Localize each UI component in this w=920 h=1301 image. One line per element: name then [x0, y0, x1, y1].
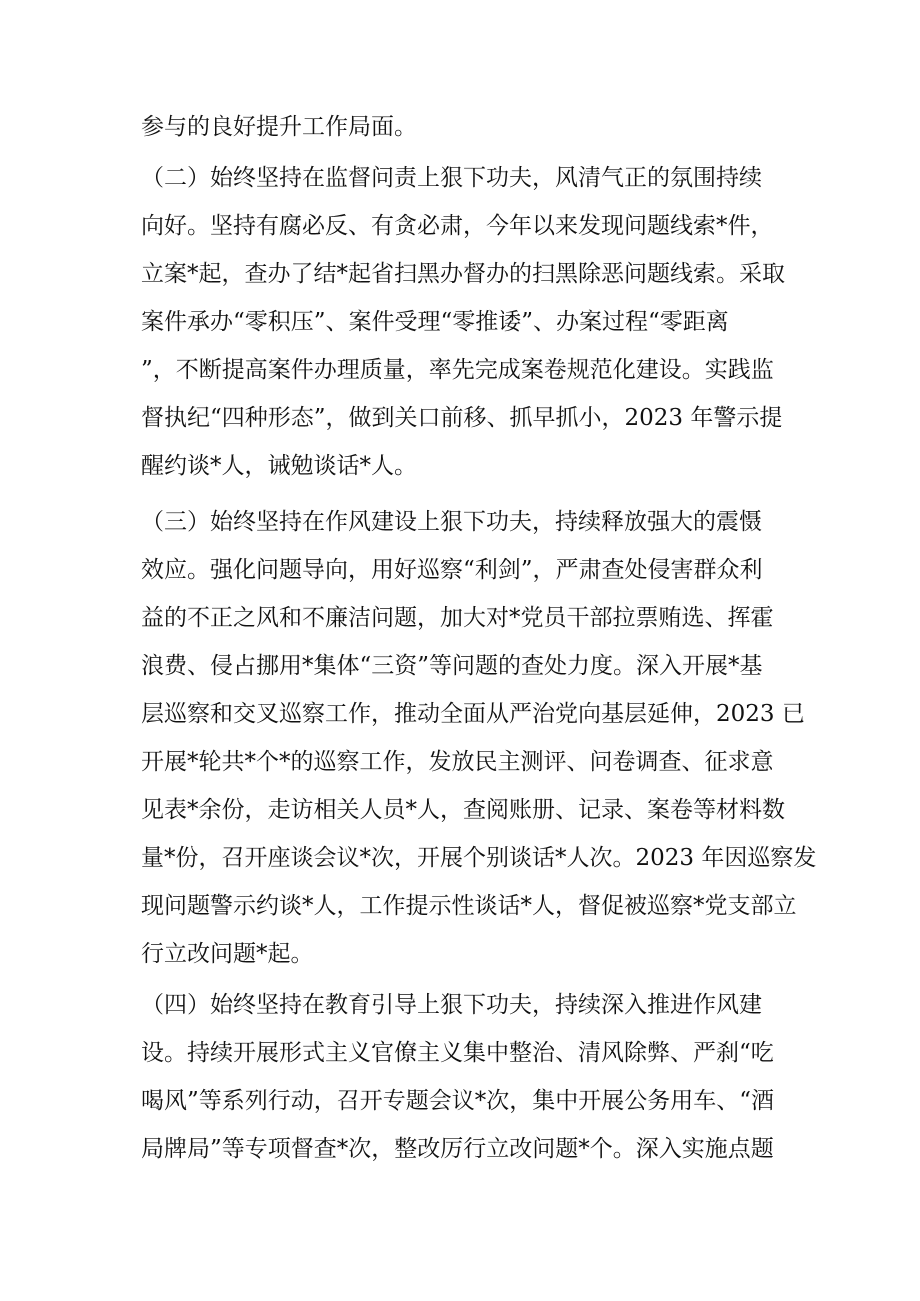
paragraph-2-heading-line: （二）始终坚持在监督问责上狠下功夫，风清气正的氛围持续: [141, 165, 762, 191]
text-line: 行立改问题*起。: [141, 941, 314, 967]
text-line: 督执纪“四种形态”，做到关口前移、抓早抓小，2023 年警示提: [141, 405, 783, 431]
text-line: 设。持续开展形式主义官僚主义集中整治、清风除弊、严刹“吃: [141, 1040, 774, 1066]
text-line: 浪费、侵占挪用*集体“三资”等问题的查处力度。深入开展*基: [141, 653, 763, 679]
text-line: 立案*起，查办了结*起省扫黑办督办的扫黑除恶问题线索。采取: [141, 261, 785, 287]
text-line: 醒约谈*人，诫勉谈话*人。: [141, 453, 417, 479]
text-line: 量*份，召开座谈会议*次，开展个别谈话*人次。2023 年因巡察发: [141, 845, 817, 871]
text-line: 层巡察和交叉巡察工作，推动全面从严治党向基层延伸，2023 已: [141, 701, 805, 727]
paragraph-3-heading-line: （三）始终坚持在作风建设上狠下功夫，持续释放强大的震慑: [141, 509, 762, 535]
text-line: 益的不正之风和不廉洁问题，加大对*党员干部拉票贿选、挥霍: [141, 605, 774, 631]
paragraph-4-heading-line: （四）始终坚持在教育引导上狠下功夫，持续深入推进作风建: [141, 992, 762, 1018]
text-line: 效应。强化问题导向，用好巡察“利剑”，严肃查处侵害群众利: [141, 557, 763, 583]
text-line: 案件承办“零积压”、案件受理“零推诿”、办案过程“零距离: [141, 309, 729, 335]
text-line: 见表*余份，走访相关人员*人，查阅账册、记录、案卷等材料数: [141, 797, 785, 823]
text-line: ”，不断提高案件办理质量，率先完成案卷规范化建设。实践监: [141, 357, 774, 383]
text-line: 开展*轮共*个*的巡察工作，发放民主测评、问卷调查、征求意: [141, 749, 774, 775]
text-line: 向好。坚持有腐必反、有贪必肃，今年以来发现问题线索*件，: [141, 213, 774, 239]
text-line: 喝风”等系列行动，召开专题会议*次，集中开展公务用车、“酒: [141, 1088, 775, 1114]
text-line: 局牌局”等专项督查*次，整改厉行立改问题*个。深入实施点题: [141, 1136, 774, 1162]
text-line: 现问题警示约谈*人，工作提示性谈话*人，督促被巡察*党支部立: [141, 893, 797, 919]
text-line: 参与的良好提升工作局面。: [141, 114, 417, 140]
